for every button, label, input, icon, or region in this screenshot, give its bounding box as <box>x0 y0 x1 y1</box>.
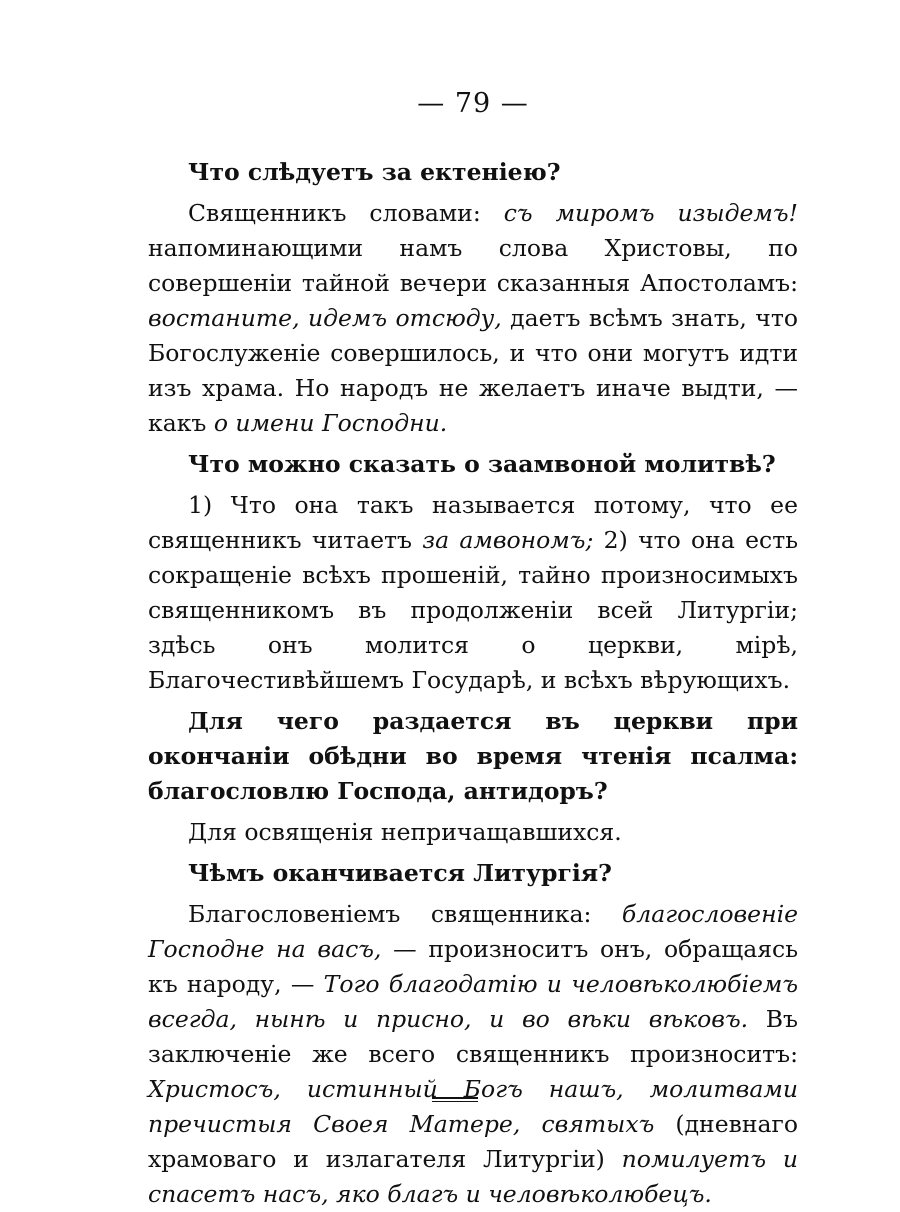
italic-run: за амвономъ; <box>422 526 594 554</box>
text-run: — произноситъ онъ, обращаясь къ народу, — <box>148 935 798 998</box>
italic-run: съ миромъ изыдемъ! <box>503 199 798 227</box>
text-run: Для освященія непричащавшихся. <box>188 818 622 846</box>
page-number: — 79 — <box>417 88 529 119</box>
text-body <box>148 155 798 1212</box>
question-paragraph <box>148 704 798 809</box>
text-run: (дневнаго храмоваго и излагателя Литургіи) <box>148 1110 798 1173</box>
text-run: Что можно сказать о заамвоной молитвѣ? <box>188 450 776 478</box>
text-run: Священникъ словами: <box>188 199 504 227</box>
end-rule <box>432 1097 478 1102</box>
italic-run: благословеніе Господне на васъ, <box>148 900 798 963</box>
text-run: Для чего раздается въ церкви при окончаніи обѣдни во время чтенія псалма: благословлю Господа, антидоръ? <box>148 707 798 805</box>
text-run: 1) Что она такъ называется потому, что ее священникъ читаетъ <box>148 491 798 554</box>
book-page <box>148 88 798 1212</box>
text-run: даетъ всѣмъ знать, что Богослуженіе совершилось, и что они могутъ идти изъ храма. Но народъ не желаетъ иначе выдти, — какъ <box>148 304 798 437</box>
italic-run: Того благодатію и человѣколюбіемъ всегда, нынѣ и присно, и во вѣки вѣковъ. <box>148 970 799 1033</box>
italic-run: о имени Господни. <box>213 409 448 437</box>
text-run: напоминающими намъ слова Христовы, по совершеніи тайной вечери сказанныя Апостоламъ: <box>148 234 798 297</box>
answer-paragraph <box>148 196 798 441</box>
text-run: Въ заключеніе же всего священникъ произноситъ: <box>148 1005 798 1068</box>
question-paragraph <box>148 155 798 190</box>
text-run: 2) что она есть сокращеніе всѣхъ прошеній, тайно произносимыхъ священникомъ въ продолженіи всей Литургіи; здѣсь онъ молится о церкви, мірѣ, Благочестивѣйшемъ Государѣ, и всѣхъ вѣрующихъ. <box>148 526 799 694</box>
text-run: Благословеніемъ священника: <box>188 900 622 928</box>
question-paragraph <box>148 447 798 482</box>
answer-paragraph <box>148 897 798 1212</box>
answer-paragraph <box>148 488 798 698</box>
text-run: Что слѣдуетъ за ектеніею? <box>188 158 561 186</box>
answer-paragraph <box>148 815 798 850</box>
italic-run: востаните, идемъ отсюду, <box>148 304 502 332</box>
italic-run: Христосъ, истинный Богъ нашъ, молитвами пречистыя Своея Матере, святыхъ <box>148 1075 798 1138</box>
question-paragraph <box>148 856 798 891</box>
italic-run: помилуетъ и спасетъ насъ, яко благъ и человѣколюбецъ. <box>148 1145 798 1208</box>
text-run: Чѣмъ оканчивается Литургія? <box>188 859 612 887</box>
